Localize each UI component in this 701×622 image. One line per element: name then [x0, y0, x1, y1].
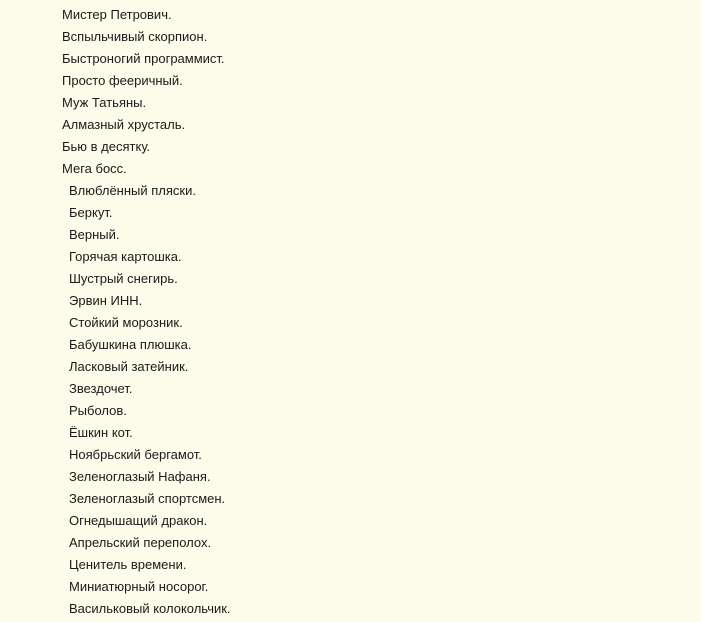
- list-item: Ноябрьский бергамот.: [69, 447, 202, 462]
- list-item: Мега босс.: [62, 161, 127, 176]
- list-item: Просто фееричный.: [62, 73, 183, 88]
- list-item: Ёшкин кот.: [69, 425, 133, 440]
- list-item: Ласковый затейник.: [69, 359, 189, 374]
- list-item: Бью в десятку.: [62, 139, 151, 154]
- list-item: Шустрый снегирь.: [69, 271, 178, 286]
- names-list: [62, 6, 231, 622]
- list-item: Бабушкина плюшка.: [69, 337, 192, 352]
- list-item: Огнедышащий дракон.: [69, 513, 208, 528]
- list-item: Рыболов.: [69, 403, 127, 418]
- list-item: Алмазный хрусталь.: [62, 117, 186, 132]
- list-item: Миниатюрный носорог.: [69, 579, 209, 594]
- list-item: Влюблённый пляски.: [69, 183, 196, 198]
- list-item: Беркут.: [69, 205, 113, 220]
- list-item: Мистер Петрович.: [62, 7, 172, 22]
- list-item: Стойкий морозник.: [69, 315, 183, 330]
- list-item: Зеленоглазый Нафаня.: [69, 469, 211, 484]
- list-item: Эрвин ИНН.: [69, 293, 143, 308]
- list-item: Ценитель времени.: [69, 557, 187, 572]
- list-item: Зеленоглазый спортсмен.: [69, 491, 226, 506]
- list-item: Вспыльчивый скорпион.: [62, 29, 208, 44]
- list-item: Муж Татьяны.: [62, 95, 147, 110]
- list-item: Васильковый колокольчик.: [69, 601, 231, 616]
- list-item: Апрельский переполох.: [69, 535, 212, 550]
- list-item: Звездочет.: [69, 381, 133, 396]
- list-item: Горячая картошка.: [69, 249, 182, 264]
- list-item: Верный.: [69, 227, 120, 242]
- list-item: Быстроногий программист.: [62, 51, 225, 66]
